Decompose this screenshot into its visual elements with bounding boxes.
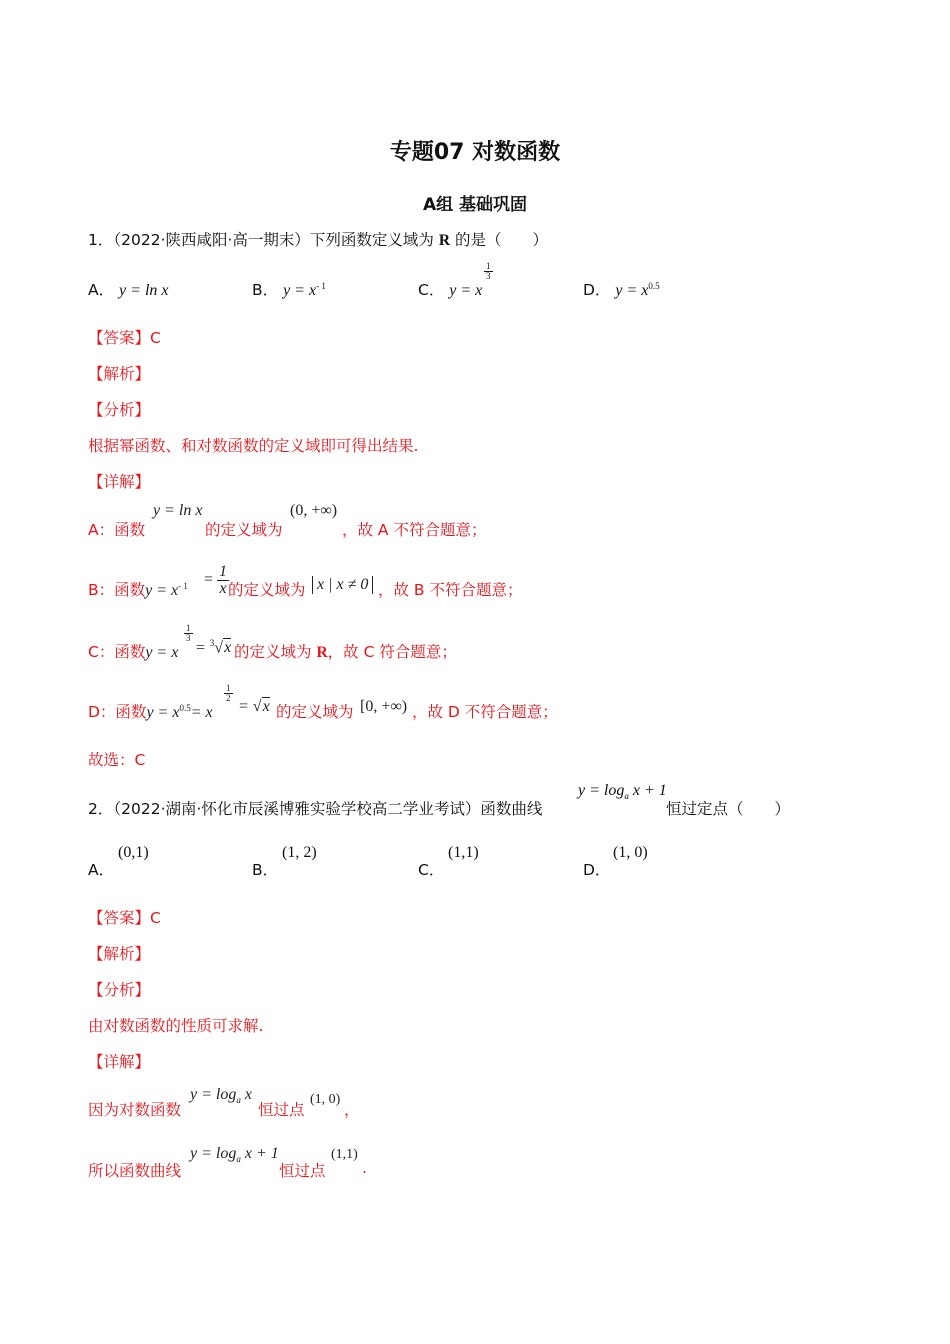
question-ending: 恒过定点（ ） <box>666 800 791 818</box>
detail-mid: 的定义域为 <box>228 581 306 599</box>
detail-suffix: ，故 C 符合题意； <box>327 643 457 661</box>
detail-heading: 【详解】 <box>88 1053 151 1071</box>
answer: 【答案】C <box>88 329 161 347</box>
fraction-exponent <box>484 262 493 281</box>
analysis-heading: 【分析】 <box>88 981 151 999</box>
detail-heading: 【详解】 <box>88 473 151 491</box>
real-set-symbol: R <box>438 232 451 249</box>
square-root <box>238 698 270 716</box>
radical-icon: √ <box>252 698 262 715</box>
option-c <box>418 278 482 300</box>
question-1-stem <box>88 228 548 250</box>
detail-line-c <box>88 640 178 662</box>
option-expression: y = ln x <box>119 282 169 299</box>
log-prefix: y = log <box>190 1086 237 1103</box>
exponent: 0.5 <box>648 280 660 291</box>
domain-set: x | x ≠ 0 <box>312 576 373 594</box>
option-label: D． <box>583 281 611 299</box>
detail-mid <box>234 640 457 662</box>
option-label: B． <box>252 281 279 299</box>
detail-line-1: 因为对数函数 <box>88 1101 182 1119</box>
question-source: （2022·陕西咸阳·高一期末）下列函数定义域为 <box>113 231 434 249</box>
exponent-numerator: 1 <box>486 261 491 271</box>
detail-suffix: . <box>362 1159 367 1177</box>
detail-line-2: 所以函数曲线 <box>88 1162 182 1180</box>
log-base: a <box>236 1095 241 1106</box>
group-heading: A组 基础巩固 <box>422 195 528 215</box>
exponent-denominator: 3 <box>186 633 191 643</box>
stem-formula <box>578 782 667 801</box>
cube-root <box>195 638 231 657</box>
exponent-denominator: 3 <box>486 271 491 281</box>
option-b <box>252 278 326 300</box>
option-d-value: (1, 0) <box>613 844 648 861</box>
option-label: C． <box>418 281 445 299</box>
option-c: C． <box>418 861 445 879</box>
detail-prefix: A：函数 <box>88 521 146 539</box>
reciprocal-fraction <box>204 564 229 597</box>
equals-sign: = <box>238 698 249 715</box>
log-base: a <box>624 791 629 802</box>
log-argument: x <box>244 1086 252 1103</box>
exponent-denominator: 2 <box>226 693 231 703</box>
detail-prefix: C：函数 <box>88 643 146 661</box>
fraction-exponent <box>184 624 193 643</box>
real-set-symbol: R <box>316 644 328 661</box>
detail-mid: 恒过点 <box>279 1162 326 1180</box>
option-expression: y = x <box>283 282 317 299</box>
analysis-heading: 【分析】 <box>88 401 151 419</box>
radicand: x <box>224 639 232 657</box>
fraction-denominator: x <box>219 580 227 597</box>
detail-prefix: D：函数 <box>88 703 147 721</box>
log-base: a <box>236 1154 241 1165</box>
conclusion: 故选：C <box>88 751 146 769</box>
analysis-tag: 【解析】 <box>88 365 151 383</box>
exponent-numerator: 1 <box>226 683 231 693</box>
fraction-exponent <box>224 684 233 703</box>
option-a <box>88 278 169 300</box>
detail-suffix: ，故 D 不符合题意； <box>412 703 558 721</box>
exponent: - 1 <box>316 280 326 291</box>
radical-icon: √ <box>214 639 224 657</box>
analysis-text: 根据幂函数、和对数函数的定义域即可得出结果. <box>88 437 419 455</box>
formula-power: y = x <box>146 704 180 721</box>
exponent: 0.5 <box>179 702 191 713</box>
detail-mid-text: 的定义域为 <box>234 643 312 661</box>
option-b: B． <box>252 861 279 879</box>
exponent: - 1 <box>178 580 188 591</box>
question-number: 2． <box>88 800 114 818</box>
log-formula <box>190 1086 252 1105</box>
log-argument: x + 1 <box>244 1145 279 1162</box>
detail-mid: 的定义域为 <box>205 521 283 539</box>
formula-ln: y = ln x <box>153 502 203 519</box>
fixed-point: (1,1) <box>331 1147 358 1162</box>
formula-power: y = x <box>145 644 179 661</box>
option-b-value: (1, 2) <box>282 844 317 861</box>
option-c-value: (1,1) <box>448 844 479 861</box>
log-argument: x + 1 <box>632 782 667 799</box>
equals-sign: = <box>204 571 214 589</box>
detail-prefix: B：函数 <box>88 581 146 599</box>
radicand: x <box>262 698 270 715</box>
analysis-text: 由对数函数的性质可求解. <box>88 1017 264 1035</box>
option-a-value: (0,1) <box>118 844 149 861</box>
domain-interval: [0, +∞) <box>360 698 408 715</box>
equals-sign: = <box>195 639 206 657</box>
detail-line-d <box>88 700 213 722</box>
analysis-tag: 【解析】 <box>88 945 151 963</box>
fixed-point: (1, 0) <box>310 1092 341 1107</box>
page-title: 专题07 对数函数 <box>389 140 561 165</box>
log-prefix: y = log <box>578 782 625 799</box>
domain-interval: (0, +∞) <box>290 502 338 519</box>
option-expression: y = x <box>615 282 649 299</box>
question-2-stem <box>88 797 542 819</box>
log-formula <box>190 1145 279 1164</box>
detail-suffix: ，故 B 不符合题意； <box>378 581 523 599</box>
detail-line-a <box>88 518 145 540</box>
detail-line-b <box>88 578 188 600</box>
fraction-numerator: 1 <box>219 563 228 580</box>
root-index: 3 <box>209 638 215 648</box>
formula-power: y = x <box>145 582 179 599</box>
exponent-numerator: 1 <box>186 623 191 633</box>
log-prefix: y = log <box>190 1145 237 1162</box>
detail-suffix: ， <box>344 1101 360 1119</box>
answer: 【答案】C <box>88 909 161 927</box>
option-d: D． <box>583 861 611 879</box>
option-a: A． <box>88 861 115 879</box>
detail-suffix: ，故 A 不符合题意； <box>342 521 487 539</box>
option-label: A． <box>88 281 115 299</box>
option-d <box>583 278 660 300</box>
detail-mid: 恒过点 <box>258 1101 305 1119</box>
detail-mid: 的定义域为 <box>276 703 354 721</box>
formula-power-2: = x <box>190 704 213 721</box>
question-source: （2022·湖南·怀化市辰溪博雅实验学校高二学业考试）函数曲线 <box>113 800 543 818</box>
option-expression: y = x <box>449 282 483 299</box>
question-ending: 的是（ ） <box>455 231 549 249</box>
question-number: 1． <box>88 231 114 249</box>
